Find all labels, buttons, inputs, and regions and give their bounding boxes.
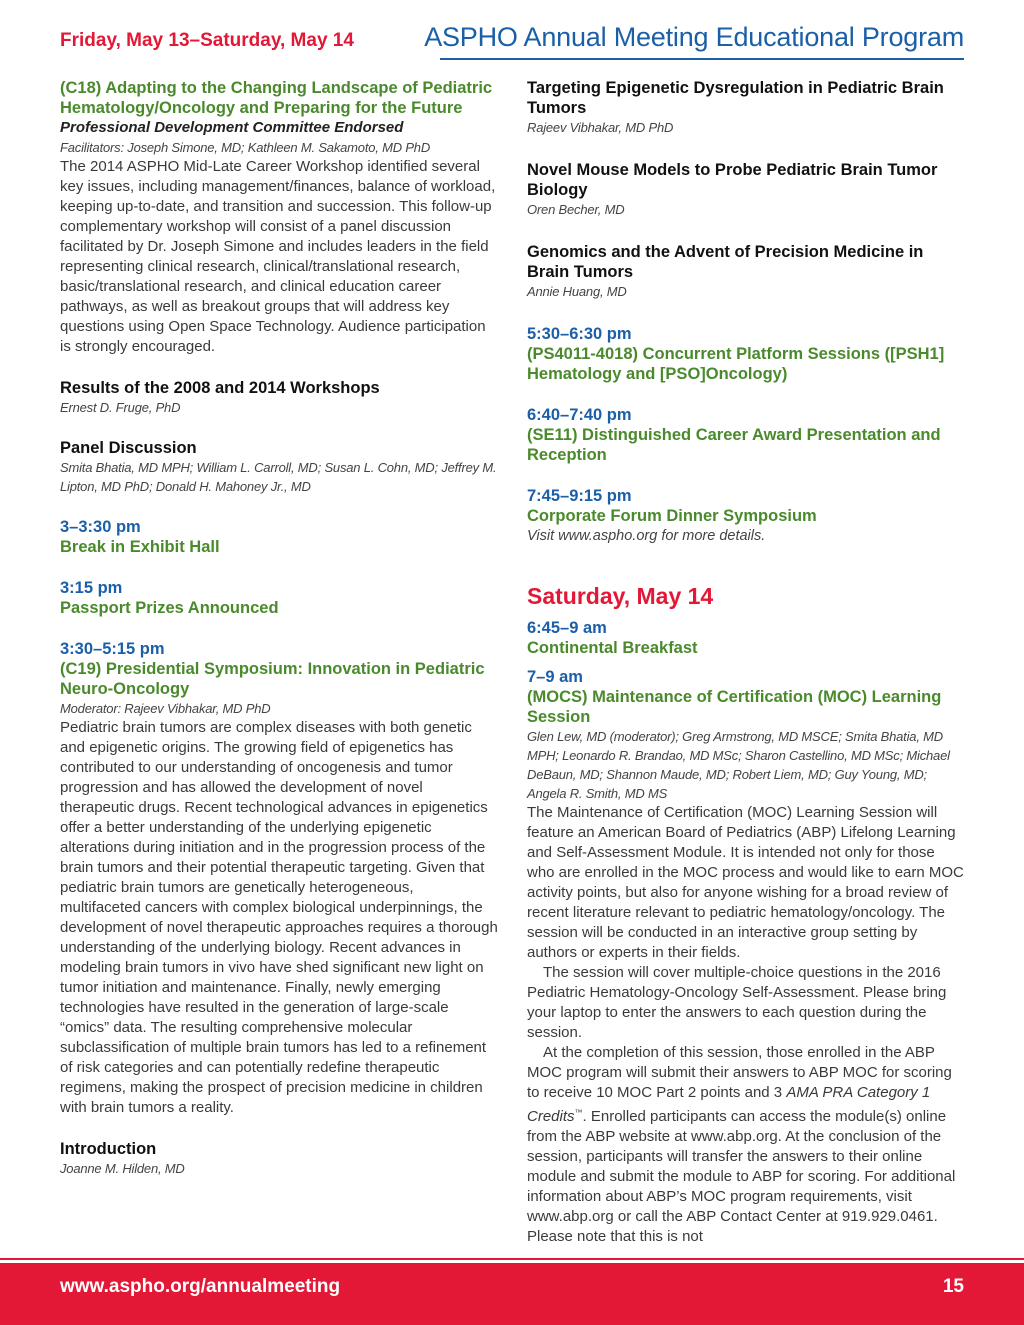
break-time: 3–3:30 pm (60, 518, 141, 536)
platform-sessions-time: 5:30–6:30 pm (527, 325, 632, 343)
forum-time: 7:45–9:15 pm (527, 487, 632, 505)
forum-title: Corporate Forum Dinner Symposium (527, 507, 817, 525)
talk-genomics-speaker: Annie Huang, MD (527, 284, 627, 299)
mocs-paragraph-3-end: . Enrolled participants can access the module(s) online from the ABP website at www.abp.org. At the conclusion of the session, participants will transfer the answers to their online module and submit the module to ABP for scoring. For additional information about ABP’s MOC program requirements, visit www.abp.org or call the ABP Contact Center at 919.929.0461. Please note that this is not (527, 1108, 956, 1245)
talk-genomics-title: Genomics and the Advent of Precision Medicine in Brain Tumors (527, 243, 924, 281)
award-title: (SE11) Distinguished Career Award Presentation and Reception (527, 426, 941, 464)
talk-epigenetic-speaker: Rajeev Vibhakar, MD PhD (527, 120, 674, 135)
breakfast-title: Continental Breakfast (527, 639, 698, 657)
session-c19-title: (C19) Presidential Symposium: Innovation in Pediatric Neuro-Oncology (60, 660, 485, 698)
break-title: Break in Exhibit Hall (60, 538, 220, 556)
footer-rule (0, 1258, 1024, 1260)
passport-time: 3:15 pm (60, 579, 123, 597)
session-c18-endorsement: Professional Development Committee Endorsed (60, 119, 404, 136)
panel-discussion-title: Panel Discussion (60, 439, 197, 457)
session-c18-description: The 2014 ASPHO Mid-Late Career Workshop identified several key issues, including management/finances, balance of workload, keeping up-to-date, and transition and succession. This follow-up complementary workshop will consist of a panel discussion facilitated by Dr. Joseph Simone and includes leaders in the field representing clinical research, clinical/translational research, basic/translational research, and clinical education career pathways, as well as breakout groups that will address key questions using Open Space Technology. Audience participation is strongly encouraged. (60, 158, 496, 355)
breakfast-time: 6:45–9 am (527, 619, 607, 637)
session-c19-moderator: Moderator: Rajeev Vibhakar, MD PhD (60, 701, 271, 716)
session-c19-description: Pediatric brain tumors are complex diseases with both genetic and epigenetic origins. The growing field of epigenetics has contributed to our understanding of oncogenesis and tumor progression and has allowed the development of novel therapeutic drugs. Recent technological advances in epigenetics offer a better understanding of the underlying epigenetic alterations during initiation and in the progression process of the brain tumors and their potential therapeutic targeting. Given that pediatric brain tumors are genetically heterogeneous, multifaceted cancers with complex biological underpinnings, the development of novel therapeutic approaches requires a thorough understanding of the underlying biology. Recent advances in modeling brain tumors in vivo have shed significant new light on tumor initiation and maintenance. Finally, newly emerging technologies have resulted in the generation of large-scale “omics” data. The resulting comprehensive molecular subclassification of multiple brain tumors has led to a refinement of risk categories and can potentially redefine therapeutic regimens, making the prospect of precision medicine in children with brain tumors a reality. (60, 719, 498, 1116)
talk-intro-speaker: Joanne M. Hilden, MD (60, 1161, 185, 1176)
mocs-paragraph-1: The Maintenance of Certification (MOC) Learning Session will feature an American Board of Pediatrics (ABP) Lifelong Learning and Self-Assessment Module. It is intended not only for those who are enrolled in the MOC process and would like to earn MOC activity points, but also for anyone wishing for a broad review of recent literature relevant to pediatric hematology/oncology. The session will be conducted in an interactive group setting by authors or experts in their fields. (527, 804, 964, 961)
trademark-mark: ™ (574, 1108, 583, 1117)
forum-note: Visit www.aspho.org for more details. (527, 528, 766, 544)
footer-url-link[interactable]: www.aspho.org/annualmeeting (60, 1276, 341, 1297)
left-column (60, 78, 498, 1178)
mocs-paragraph-3-start: At the completion of this session, those enrolled in the ABP MOC program will submit their answers to ABP MOC for scoring to receive 10 MOC Part 2 points and 3 (527, 1044, 952, 1101)
page-footer (0, 1258, 1024, 1325)
page-number: 15 (942, 1276, 964, 1297)
panel-discussion-speakers: Smita Bhatia, MD MPH; William L. Carroll, MD; Susan L. Cohn, MD; Jeffrey M. Lipton, MD PhD; Donald H. Mahoney Jr., MD (60, 460, 497, 494)
mocs-paragraph-2: The session will cover multiple-choice questions in the 2016 Pediatric Hematology-Oncology Self-Assessment. Please bring your laptop to enter the answers to each question during the session. (527, 964, 947, 1041)
session-c19-time: 3:30–5:15 pm (60, 640, 165, 658)
talk-results-title: Results of the 2008 and 2014 Workshops (60, 379, 380, 397)
header-title: ASPHO Annual Meeting Educational Program (424, 22, 964, 52)
passport-title: Passport Prizes Announced (60, 599, 279, 617)
mocs-paragraph-3 (527, 1043, 964, 1247)
talk-epigenetic-title: Targeting Epigenetic Dysregulation in Pediatric Brain Tumors (527, 79, 944, 117)
right-column (527, 78, 964, 1247)
session-c18-title: (C18) Adapting to the Changing Landscape of Pediatric Hematology/Oncology and Preparing for the Future (60, 79, 493, 117)
talk-mouse-models-speaker: Oren Becher, MD (527, 202, 625, 217)
mocs-time: 7–9 am (527, 668, 583, 686)
platform-sessions-title: (PS4011-4018) Concurrent Platform Sessions ([PSH1] Hematology and [PSO]Oncology) (527, 345, 945, 383)
talk-mouse-models-title: Novel Mouse Models to Probe Pediatric Brain Tumor Biology (527, 161, 938, 199)
award-time: 6:40–7:40 pm (527, 406, 632, 424)
page-header (60, 22, 964, 62)
saturday-heading: Saturday, May 14 (527, 583, 714, 609)
header-date-range: Friday, May 13–Saturday, May 14 (60, 30, 354, 51)
mocs-speakers: Glen Lew, MD (moderator); Greg Armstrong, MD MSCE; Smita Bhatia, MD MPH; Leonardo R. Brandao, MD MSc; Sharon Castellino, MD MSc; Michael DeBaun, MD; Shannon Maude, MD; Robert Liem, MD; Guy Young, MD; Angela R. Smith, MD MS (527, 729, 950, 801)
mocs-credits-name: AMA PRA Category 1 Credits (527, 1084, 931, 1125)
mocs-title: (MOCS) Maintenance of Certification (MOC) Learning Session (527, 688, 942, 726)
header-rule (440, 58, 964, 60)
talk-results-speaker: Ernest D. Fruge, PhD (60, 400, 181, 415)
session-c18-facilitators: Facilitators: Joseph Simone, MD; Kathleen M. Sakamoto, MD PhD (60, 140, 431, 155)
talk-intro-title: Introduction (60, 1140, 157, 1158)
